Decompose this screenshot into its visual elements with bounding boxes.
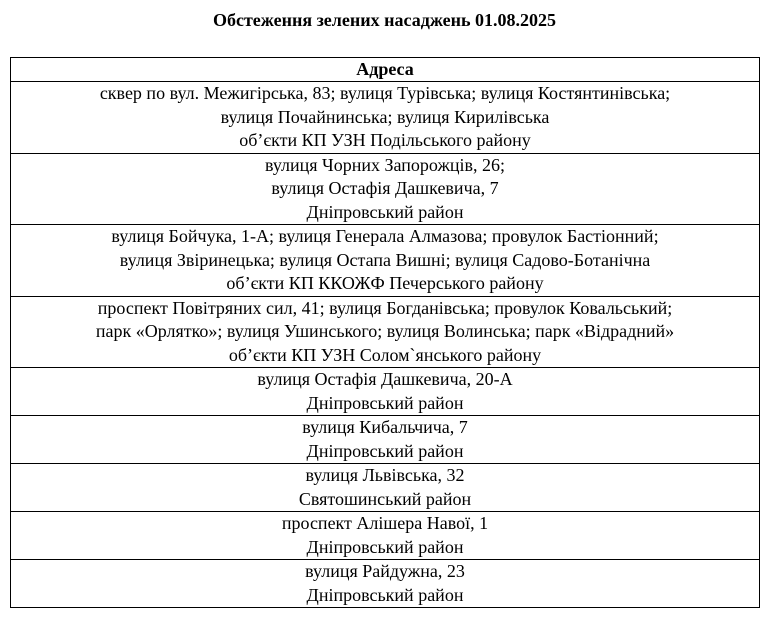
- district-line: Дніпровський район: [306, 584, 464, 605]
- district-line: Дніпровський район: [306, 392, 464, 413]
- address-line: вулиця Бойчука, 1-А; вулиця Генерала Алмазова; провулок Бастіонний;: [111, 226, 659, 246]
- table-header-row: [11, 58, 760, 82]
- address-line: вулиця Кибальчича, 7: [302, 417, 468, 437]
- table-row: [11, 225, 760, 297]
- address-table-body: [11, 82, 760, 608]
- address-cell: [11, 416, 760, 464]
- address-line: проспект Алішера Навої, 1: [281, 513, 489, 533]
- address-line: проспект Повітряних сил, 41; вулиця Богданівська; провулок Ковальський;: [97, 297, 673, 318]
- address-cell: [11, 560, 760, 608]
- district-line: об’єкти КП ККОЖФ Печерського району: [226, 273, 544, 293]
- table-row: [11, 416, 760, 464]
- address-cell: [11, 464, 760, 512]
- address-cell: [11, 82, 760, 154]
- address-line: вулиця Звіринецька; вулиця Остапа Вишні; вулиця Садово-Ботанічна: [119, 249, 651, 270]
- document-title: Обстеження зелених насаджень 01.08.2025: [212, 10, 557, 30]
- address-cell: [11, 512, 760, 560]
- district-line: Дніпровський район: [306, 536, 464, 557]
- table-row: [11, 153, 760, 225]
- address-line: вулиця Почайнинська; вулиця Кирилівська: [220, 106, 550, 127]
- address-cell: [11, 153, 760, 225]
- address-cell: [11, 368, 760, 416]
- address-line: вулиця Остафія Дашкевича, 20-А: [257, 369, 513, 389]
- address-line: вулиця Львівська, 32: [305, 465, 465, 485]
- district-line: Святошинський район: [298, 488, 472, 509]
- address-table: [10, 57, 760, 608]
- table-row: [11, 368, 760, 416]
- address-column-header: Адреса: [11, 58, 760, 82]
- address-line: вулиця Остафія Дашкевича, 7: [271, 178, 499, 198]
- address-line: парк «Орлятко»; вулиця Ушинського; вулиця Волинська; парк «Відрадний»: [95, 321, 675, 341]
- address-cell: [11, 296, 760, 368]
- table-row: [11, 82, 760, 154]
- address-cell: [11, 225, 760, 297]
- address-line: вулиця Райдужна, 23: [305, 561, 465, 581]
- district-line: об’єкти КП УЗН Солом`янського району: [228, 344, 542, 365]
- address-line: вулиця Чорних Запорожців, 26;: [264, 154, 506, 175]
- table-row: [11, 464, 760, 512]
- table-row: [11, 512, 760, 560]
- district-line: об’єкти КП УЗН Подільського району: [239, 130, 531, 150]
- district-line: Дніпровський район: [306, 201, 464, 222]
- address-line: сквер по вул. Межигірська, 83; вулиця Турівська; вулиця Костянтинівська;: [99, 83, 671, 103]
- district-line: Дніпровський район: [306, 440, 464, 461]
- table-row: [11, 296, 760, 368]
- table-row: [11, 560, 760, 608]
